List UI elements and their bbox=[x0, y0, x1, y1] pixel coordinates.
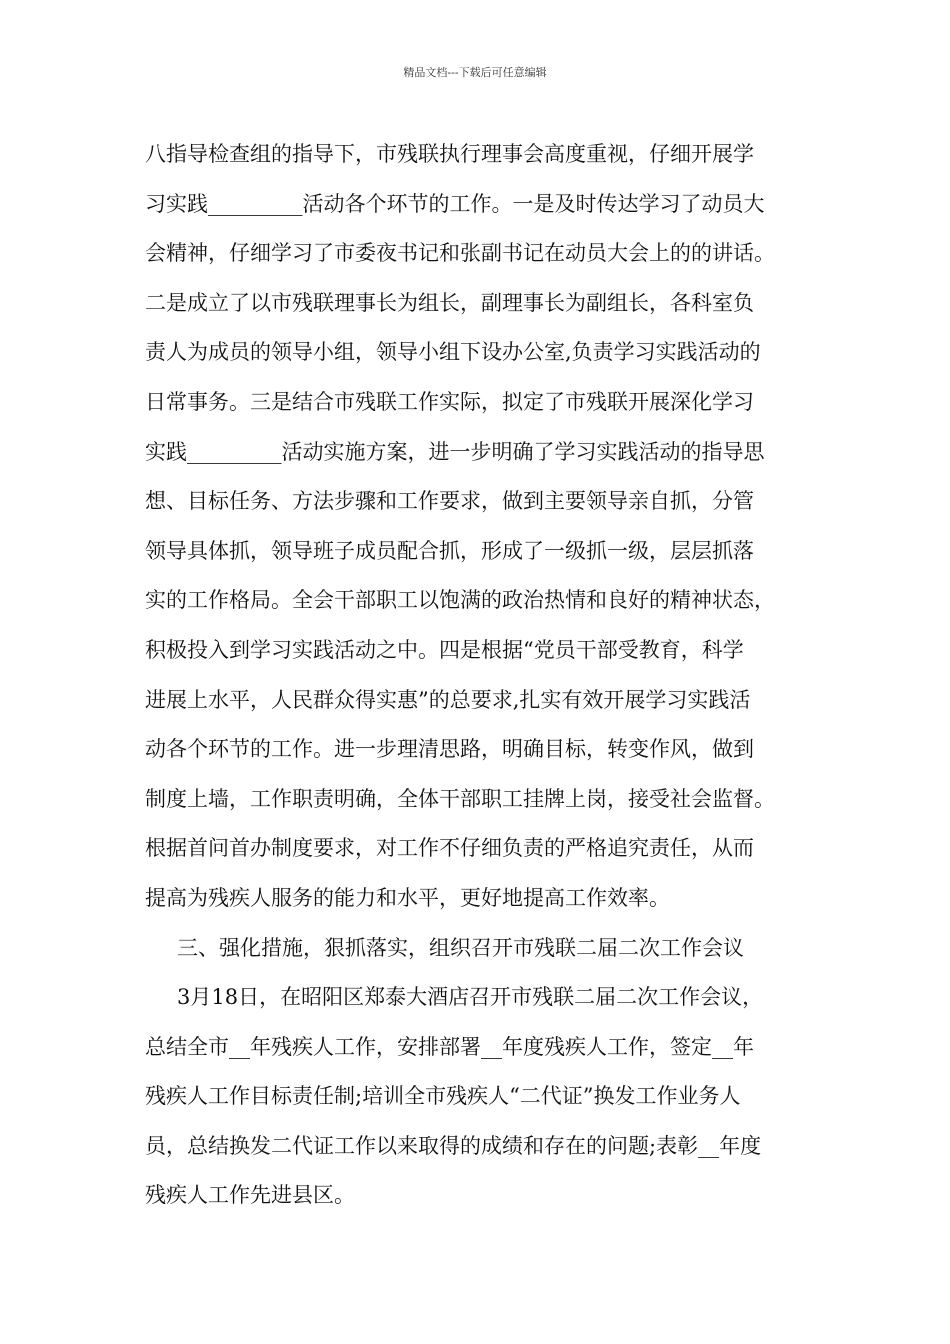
text-line: 进展上水平，人民群众得实惠”的总要求,扎实有效开展学习实践活 bbox=[145, 687, 751, 712]
text-line: 习实践_________活动各个环节的工作。一是及时传达学习了动员大 bbox=[145, 191, 765, 216]
text-line: 积极投入到学习实践活动之中。四是根据“党员干部受教育，科学 bbox=[145, 637, 744, 662]
text-line: 二是成立了以市残联理事长为组长，副理事长为副组长，各科室负 bbox=[145, 290, 754, 315]
text-line: 实践_________活动实施方案，进一步明确了学习实践活动的指导思 bbox=[145, 439, 765, 464]
text-line: 责人为成员的领导小组，领导小组下设办公室,负责学习实践活动的 bbox=[145, 340, 761, 365]
text-line: 残疾人工作目标责任制;培训全市残疾人“二代证”换发工作业务人 bbox=[145, 1084, 741, 1109]
body-text bbox=[145, 130, 825, 1221]
text-line: 领导具体抓，领导班子成员配合抓，形成了一级抓一级，层层抓落 bbox=[145, 538, 754, 563]
text-line: 提高为残疾人服务的能力和水平，更好地提高工作效率。 bbox=[145, 885, 670, 910]
section-heading: 三、强化措施，狠抓落实，组织召开市残联二届二次工作会议 bbox=[177, 935, 744, 960]
text-line: 实的工作格局。全会干部职工以饱满的政治热情和良好的精神状态， bbox=[145, 588, 775, 613]
text-line: 动各个环节的工作。进一步理清思路，明确目标，转变作风，做到 bbox=[145, 737, 754, 762]
paragraph-start: 3月18日，在昭阳区郑泰大酒店召开市残联二届二次工作会议， bbox=[177, 985, 764, 1010]
text-line: 八指导检查组的指导下，市残联执行理事会高度重视，仔细开展学 bbox=[145, 142, 754, 166]
text-line: 残疾人工作先进县区。 bbox=[145, 1183, 355, 1208]
text-line: 员，总结换发二代证工作以来取得的成绩和存在的问题;表彰__年度 bbox=[145, 1133, 762, 1158]
page-header: 精品文档---下载后可任意编辑 bbox=[403, 66, 547, 79]
text-line: 总结全市__年残疾人工作，安排部署__年度残疾人工作，签定__年 bbox=[145, 1034, 754, 1059]
text-line: 会精神，仔细学习了市委夜书记和张副书记在动员大会上的的讲话。 bbox=[145, 241, 775, 266]
text-line: 根据首问首办制度要求，对工作不仔细负责的严格追究责任，从而 bbox=[145, 836, 754, 861]
text-line: 日常事务。三是结合市残联工作实际，拟定了市残联开展深化学习 bbox=[145, 389, 754, 414]
text-line: 想、目标任务、方法步骤和工作要求，做到主要领导亲自抓，分管 bbox=[145, 489, 754, 514]
text-line: 制度上墙，工作职责明确，全体干部职工挂牌上岗，接受社会监督。 bbox=[145, 786, 775, 811]
